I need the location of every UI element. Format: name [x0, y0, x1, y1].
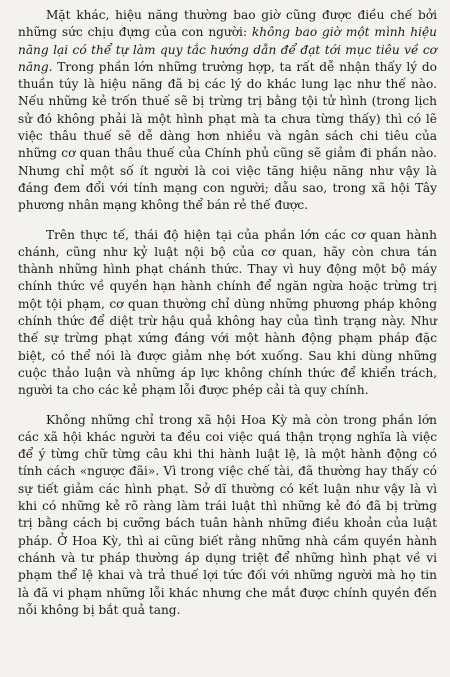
paragraph-1-text-1: Mặt khác, hiệu năng thường bao giờ cũng được điều chế bởi những sức chịu đựng của con người: [18, 8, 437, 40]
paragraph-1-italic-text: không bao giờ một mình hiệu năng lại có thể tự làm quy tắc hướng dẫn để đạt tới mục tiêu về cơ năng. [18, 25, 437, 74]
paragraph-1 [18, 7, 437, 215]
paragraph-3 [18, 412, 437, 620]
paragraph-1-text-2: Trong phần lớn những trường hợp, ta rất dễ nhận thấy lý do thuần túy là hiệu năng đã bị các lý do khác lung lạc như thế nào. Nếu những kẻ trốn thuế sẽ bị trừng trị bằng tội tử hình (trong lịch sử đó không phải là một hình phạt mà ta chưa từng thấy) thì có lẽ việc thâu thuế sẽ dễ dàng hơn nhiều và ngân sách chi tiêu của những cơ quan thâu thuế của Chính phủ cũng sẽ giảm đi phần nào. Nhưng chỉ một số ít người là coi việc tăng hiệu năng như vậy là đáng đem đổi với tính mạng con người; dẫu sao, trong xã hội Tây phương nhân mạng không thể bán rẻ thế được. [18, 59, 437, 213]
paragraph-3-text: Không những chỉ trong xã hội Hoa Kỳ mà còn trong phần lớn các xã hội khác người ta đều coi việc quá thận trọng nghĩa là việc để ý từng chữ từng câu khi thi hành luật lệ, là một hành động có tính cách «ngược đãi». Vì trong việc chế tài, đã thường hay thấy có sự tiết giảm các hình phạt. Sở dĩ thường có kết luận như vậy là vì khi có những kẻ rõ ràng làm trái luật thì những kẻ đó đã bị trừng trị bằng cách bị cưỡng bách tuân hành những điều khoản của luật pháp. Ở Hoa Kỳ, thì ai cũng biết rằng những nhà cầm quyền hành chánh và tư pháp thường áp dụng triệt để những hình phạt về vi phạm thể lệ khai và trả thuế lợi tức đối với những người mà họ tin là đã vi phạm những lỗi khác nhưng che mắt được chính quyền đến nỗi không bị bắt quả tang. [18, 412, 437, 617]
paragraph-2-text: Trên thực tế, thái độ hiện tại của phần lớn các cơ quan hành chánh, cũng như kỷ luật nội bộ của cơ quan, hãy còn chưa tán thành những hình phạt chánh thức. Thay vì huy động một bộ máy chính thức về quyền hạn hành chính để ngăn ngừa hoặc trừng trị một tội phạm, cơ quan thường chỉ dùng những phương pháp không chính thức để diệt trừ hậu quả không hay của tình trạng này. Như thế sự trừng phạt xứng đáng với một hành động phạm pháp đặc biệt, có thể nói là được giảm nhẹ bớt xuống. Sau khi dùng những cuộc thảo luận và những áp lực không chính thức để khiển trách, người ta cho các kẻ phạm lỗi được phép cải tà quy chính. [18, 227, 437, 398]
paragraph-2 [18, 227, 437, 400]
